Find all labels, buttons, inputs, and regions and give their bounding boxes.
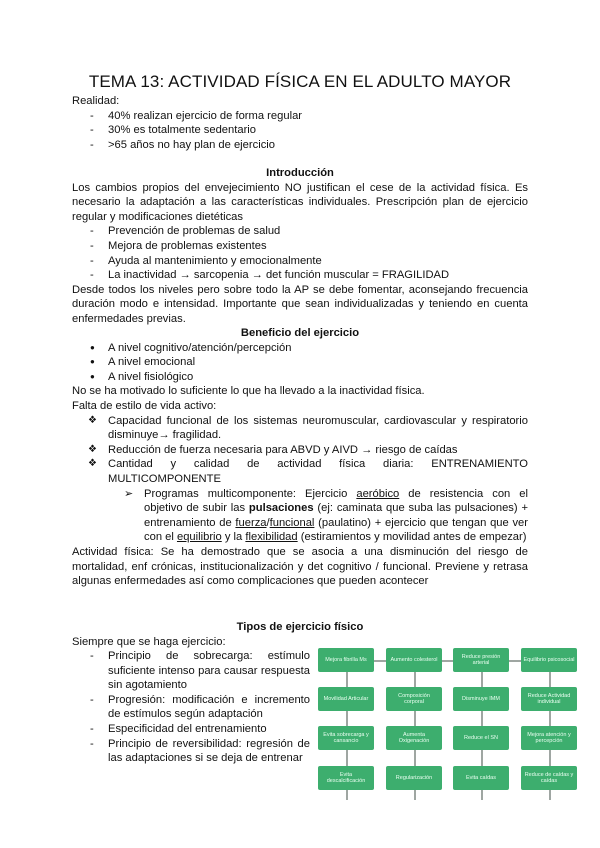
- connector: [374, 660, 386, 662]
- intro-heading: Introducción: [266, 167, 334, 179]
- list-item: - Ayuda al mantenimiento y emocionalmente: [72, 254, 528, 269]
- diagram-box: Reduce presión arterial: [453, 648, 509, 672]
- page-title: TEMA 13: ACTIVIDAD FÍSICA EN EL ADULTO MAYOR: [88, 72, 512, 91]
- diagram-box: Evita descalcificación: [318, 766, 374, 790]
- list-item: - Principio de sobrecarga: estímulo suficiente intenso para causar respuesta sin agotamiento: [72, 649, 310, 693]
- intro-paragraph-2: Desde todos los niveles pero sobre todo la AP se debe fomentar, aconsejando frecuencia duración modo e intensidad. Importante que sean individualizadas y teniendo en cuenta enfermedades previas.: [72, 283, 528, 325]
- list-item: - Progresión: modificación e incremento de estímulos según adaptación: [72, 693, 310, 722]
- list-item: ● A nivel fisiológico: [72, 370, 528, 385]
- list-item: ❖ Reducción de fuerza necesaria para ABVD y AIVD → riesgo de caídas: [72, 443, 528, 458]
- beneficio-paragraph: Actividad física: Se ha demostrado que se asocia a una disminución del riesgo de mortalidad, enf crónicas, institucionalización y det cognitivo / funcional. Previene y retrasa algunas enfermedades así como complicaciones que pueden acontecer: [72, 545, 528, 588]
- diagram-box: Mejora fibrilla Ms: [318, 648, 374, 672]
- program-item: ➢ Programas multicomponente: Ejercicio aeróbico de resistencia con el objetivo de subir las pulsaciones (ej: caminata que suba las pulsaciones) + entrenamiento de fuerza/funcional (paulatino) + ejercicio que tengan que ver con el equilibrio y la flexibilidad (estiramientos y movilidad antes de empezar): [72, 487, 528, 545]
- intro-list: [72, 224, 528, 282]
- list-item: - Especificidad del entrenamiento: [72, 722, 310, 737]
- diagram-box: Reduce el SN: [453, 726, 509, 750]
- diagram-box: Evita caídas: [453, 766, 509, 790]
- beneficio-section: [72, 326, 528, 589]
- diagram-box: Reduce de caídas y caídas: [521, 766, 577, 790]
- diagram-box: Disminuye IMM: [453, 687, 509, 711]
- list-item: - >65 años no hay plan de ejercicio: [72, 138, 528, 153]
- list-item: - Mejora de problemas existentes: [72, 239, 528, 254]
- tipos-intro: Siempre que se haga ejercicio:: [72, 635, 226, 648]
- diagram-box: Aumento colesterol: [386, 648, 442, 672]
- intro-paragraph: Los cambios propios del envejecimiento NO justifican el cese de la actividad física. Es necesario la adaptación a las características individuales. Prescripción plan de ejercicio regular y modificaciones dietéticas: [72, 181, 528, 223]
- list-item: ❖ Cantidad y calidad de actividad física diaria: ENTRENAMIENTO MULTICOMPONENTE: [72, 457, 528, 486]
- list-item: ● A nivel emocional: [72, 355, 528, 370]
- list-item: - Principio de reversibilidad: regresión de las adaptaciones si se deja de entrenar: [72, 737, 310, 766]
- benefits-diagram: [306, 640, 579, 812]
- list-item: - Prevención de problemas de salud: [72, 224, 528, 239]
- program-list: [72, 487, 528, 545]
- list-item: - 30% es totalmente sedentario: [72, 123, 528, 138]
- beneficio-list: [72, 341, 528, 385]
- list-item: ● A nivel cognitivo/atención/percepción: [72, 341, 528, 356]
- diagram-box: Regularización: [386, 766, 442, 790]
- diagram-box: Reduce Actividad individual: [521, 687, 577, 711]
- list-item: - La inactividad → sarcopenia → det función muscular = FRAGILIDAD: [72, 268, 528, 283]
- realidad-list: [72, 109, 528, 153]
- beneficio-heading: Beneficio del ejercicio: [240, 327, 360, 339]
- diagram-box: Composición corporal: [386, 687, 442, 711]
- tipos-heading: Tipos de ejercicio físico: [236, 621, 364, 633]
- list-item: - 40% realizan ejercicio de forma regular: [72, 109, 528, 124]
- diagram-box: Equilibrio psicosocial: [521, 648, 577, 672]
- diagram-box: Movilidad Articular: [318, 687, 374, 711]
- realidad-label: Realidad:: [72, 95, 120, 107]
- diagram-box: Aumenta Oxigenación: [386, 726, 442, 750]
- list-item: ❖ Capacidad funcional de los sistemas neuromuscular, cardiovascular y respiratorio disminuye→ fragilidad.: [72, 414, 528, 443]
- intro-section: [72, 166, 528, 327]
- diagram-box: Evita sobrecarga y cansancio: [318, 726, 374, 750]
- tipos-section: [72, 649, 310, 766]
- beneficio-diamond-list: [72, 414, 528, 487]
- beneficio-line-1: No se ha motivado lo suficiente lo que ha llevado a la inactividad física.: [72, 385, 425, 398]
- connector: [509, 660, 521, 662]
- beneficio-line-2: Falta de estilo de vida activo:: [72, 399, 217, 412]
- realidad-section: [72, 94, 528, 152]
- tipos-list: [72, 649, 310, 766]
- diagram-box: Mejora atención y percepción: [521, 726, 577, 750]
